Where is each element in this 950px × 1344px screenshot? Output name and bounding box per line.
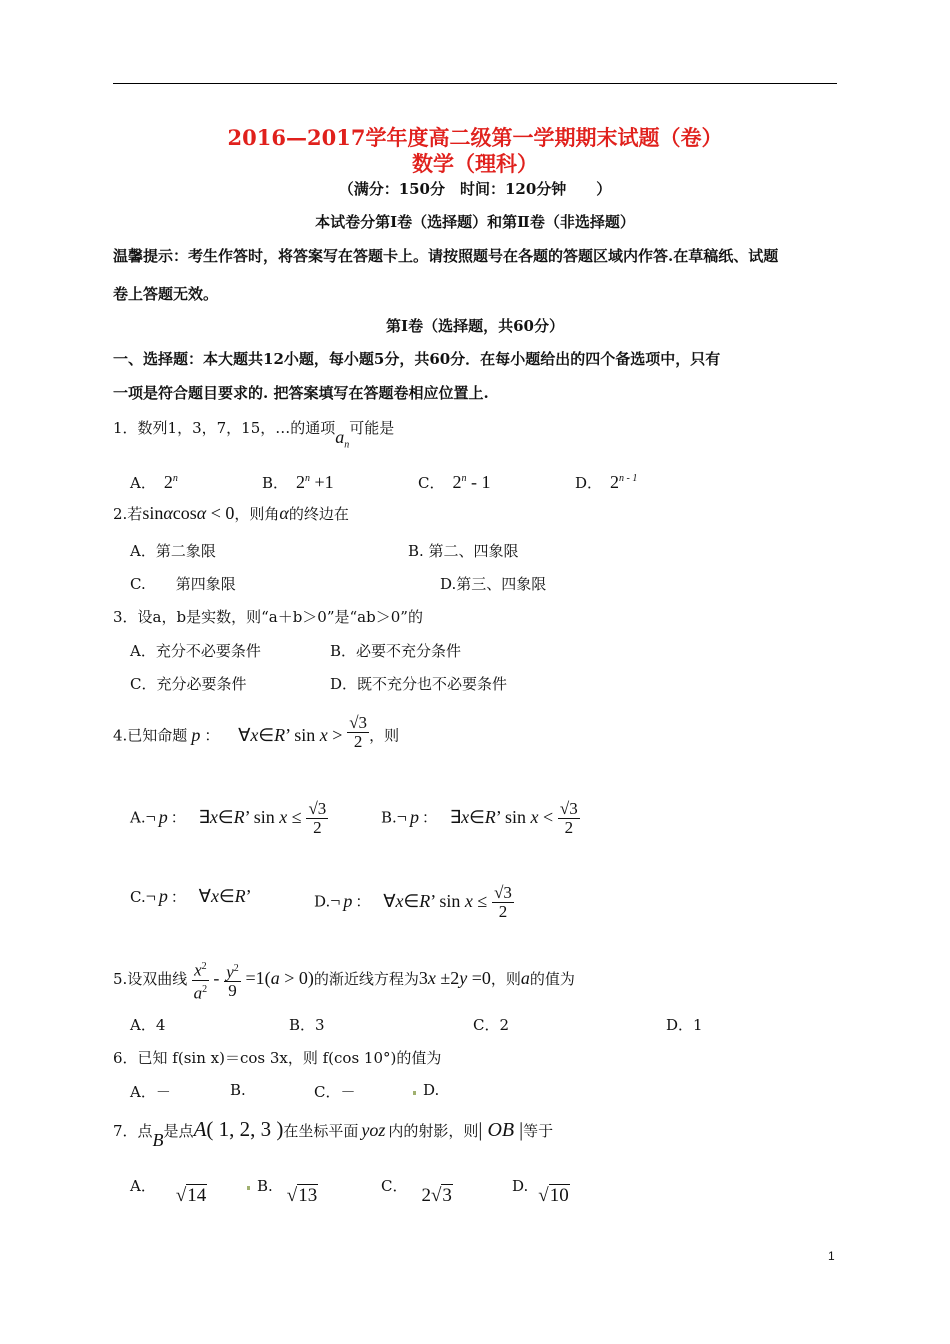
question-4: 4.已知命题 p ： ∀x∈R’ sin x > $\frac{√3}{2}$ ，则 bbox=[113, 713, 400, 751]
q4-option-c[interactable]: C.¬ p ： ∀x∈R’ bbox=[130, 886, 252, 906]
page-number: 1 bbox=[828, 1249, 835, 1263]
q3-option-a[interactable]: A．充分不必要条件 bbox=[130, 642, 261, 660]
question-5: 5.设双曲线 $\frac{x^2}{a^2}$ - $\frac{y^2}{9}$ =1(a > 0)的渐近线方程为3x ±2y =0，则a的值为 bbox=[113, 958, 575, 1002]
header-rule bbox=[113, 83, 837, 84]
tip-line-1: 温馨提示：考生作答时，将答案写在答题卡上。请按照题号在各题的答题区域内作答.在草稿纸、试题 bbox=[113, 247, 779, 265]
q3-option-d[interactable]: D．既不充分也不必要条件 bbox=[330, 675, 508, 693]
q1-option-c[interactable]: C． 2$^n$ - 1 bbox=[418, 472, 491, 492]
q6-option-a[interactable]: A．－ bbox=[130, 1083, 171, 1101]
q5-option-a[interactable]: A．4 bbox=[130, 1016, 166, 1034]
exam-info: （满分：150分 时间：120分钟 ） bbox=[338, 180, 612, 198]
q5-option-d[interactable]: D．1 bbox=[666, 1016, 703, 1034]
exam-title: 2016—2017学年度高二级第一学期期末试题（卷） bbox=[227, 125, 723, 150]
q3-option-b[interactable]: B．必要不充分条件 bbox=[330, 642, 462, 660]
q7-option-b[interactable]: B. √13 bbox=[257, 1177, 318, 1206]
q1-stem: 1．数列1，3，7，15，…的通项 bbox=[113, 419, 336, 437]
q6-option-b[interactable]: B. bbox=[230, 1081, 246, 1099]
q1-option-b[interactable]: B． $2^n +1$ bbox=[262, 472, 334, 492]
exam-subtitle: 数学（理科） bbox=[412, 151, 538, 176]
question-3: 3．设a，b是实数，则“a＋b＞0”是“ab＞0”的 bbox=[113, 608, 423, 626]
q2-option-a[interactable]: A．第二象限 bbox=[130, 542, 216, 560]
q7-option-d[interactable]: D. √10 bbox=[512, 1177, 569, 1206]
q5-option-b[interactable]: B．3 bbox=[289, 1016, 325, 1034]
question-6: 6．已知 f(sin x)＝cos 3x，则 f(cos 10°)的值为 bbox=[113, 1049, 442, 1067]
q3-option-c[interactable]: C．充分必要条件 bbox=[130, 675, 247, 693]
section-instruction-2: 一项是符合题目要求的. 把答案填写在答题卷相应位置上. bbox=[113, 384, 489, 402]
q6-option-c[interactable]: C．－ bbox=[314, 1083, 356, 1101]
q7-option-a[interactable]: A． √14 bbox=[130, 1177, 207, 1206]
q4-option-d[interactable]: D.¬ p ： ∀x∈R’ sin x ≤ $\frac{√3}{2}$ bbox=[314, 883, 512, 921]
q1-option-a[interactable]: A． 2$^n$ bbox=[130, 472, 178, 492]
tip-line-2: 卷上答题无效。 bbox=[113, 285, 219, 303]
q2-option-b[interactable]: B. 第二、四象限 bbox=[408, 542, 519, 560]
section-instruction-1: 一、选择题：本大题共12小题，每小题5分，共60分．在每小题给出的四个备选项中，只有 bbox=[113, 350, 721, 368]
q2-option-d[interactable]: D.第三、四象限 bbox=[440, 575, 547, 593]
question-7: 7．点B是点A( 1, 2, 3 )在坐标平面 yoz 内的射影，则| OB |等于 bbox=[113, 1117, 554, 1150]
speck-mark-2 bbox=[247, 1186, 250, 1190]
question-2: 2.若sinαcosα < 0，则角α的终边在 bbox=[113, 503, 349, 523]
q7-option-c[interactable]: C． 2√3 bbox=[381, 1177, 452, 1206]
q4-option-b[interactable]: B.¬ p ： ∃x∈R’ sin x < $\frac{√3}{2}$ bbox=[381, 799, 578, 837]
question-1: 1．数列1，3，7，15，…的通项$a_n$可能是 bbox=[113, 419, 395, 451]
speck-mark bbox=[413, 1091, 416, 1095]
q4-option-a[interactable]: A.¬ p ： ∃x∈R’ sin x ≤ $\frac{√3}{2}$ bbox=[130, 799, 327, 837]
q5-option-c[interactable]: C．2 bbox=[473, 1016, 510, 1034]
paper-structure: 本试卷分第Ⅰ卷（选择题）和第Ⅱ卷（非选择题） bbox=[315, 213, 635, 231]
part-one-heading: 第Ⅰ卷（选择题，共60分） bbox=[386, 317, 564, 335]
q1-tail: 可能是 bbox=[349, 419, 395, 437]
q1-option-d[interactable]: D． 2$^{n - 1}$ bbox=[575, 472, 638, 492]
q2-option-c[interactable]: C. 第四象限 bbox=[130, 575, 236, 593]
q6-option-d[interactable]: D. bbox=[423, 1081, 440, 1099]
